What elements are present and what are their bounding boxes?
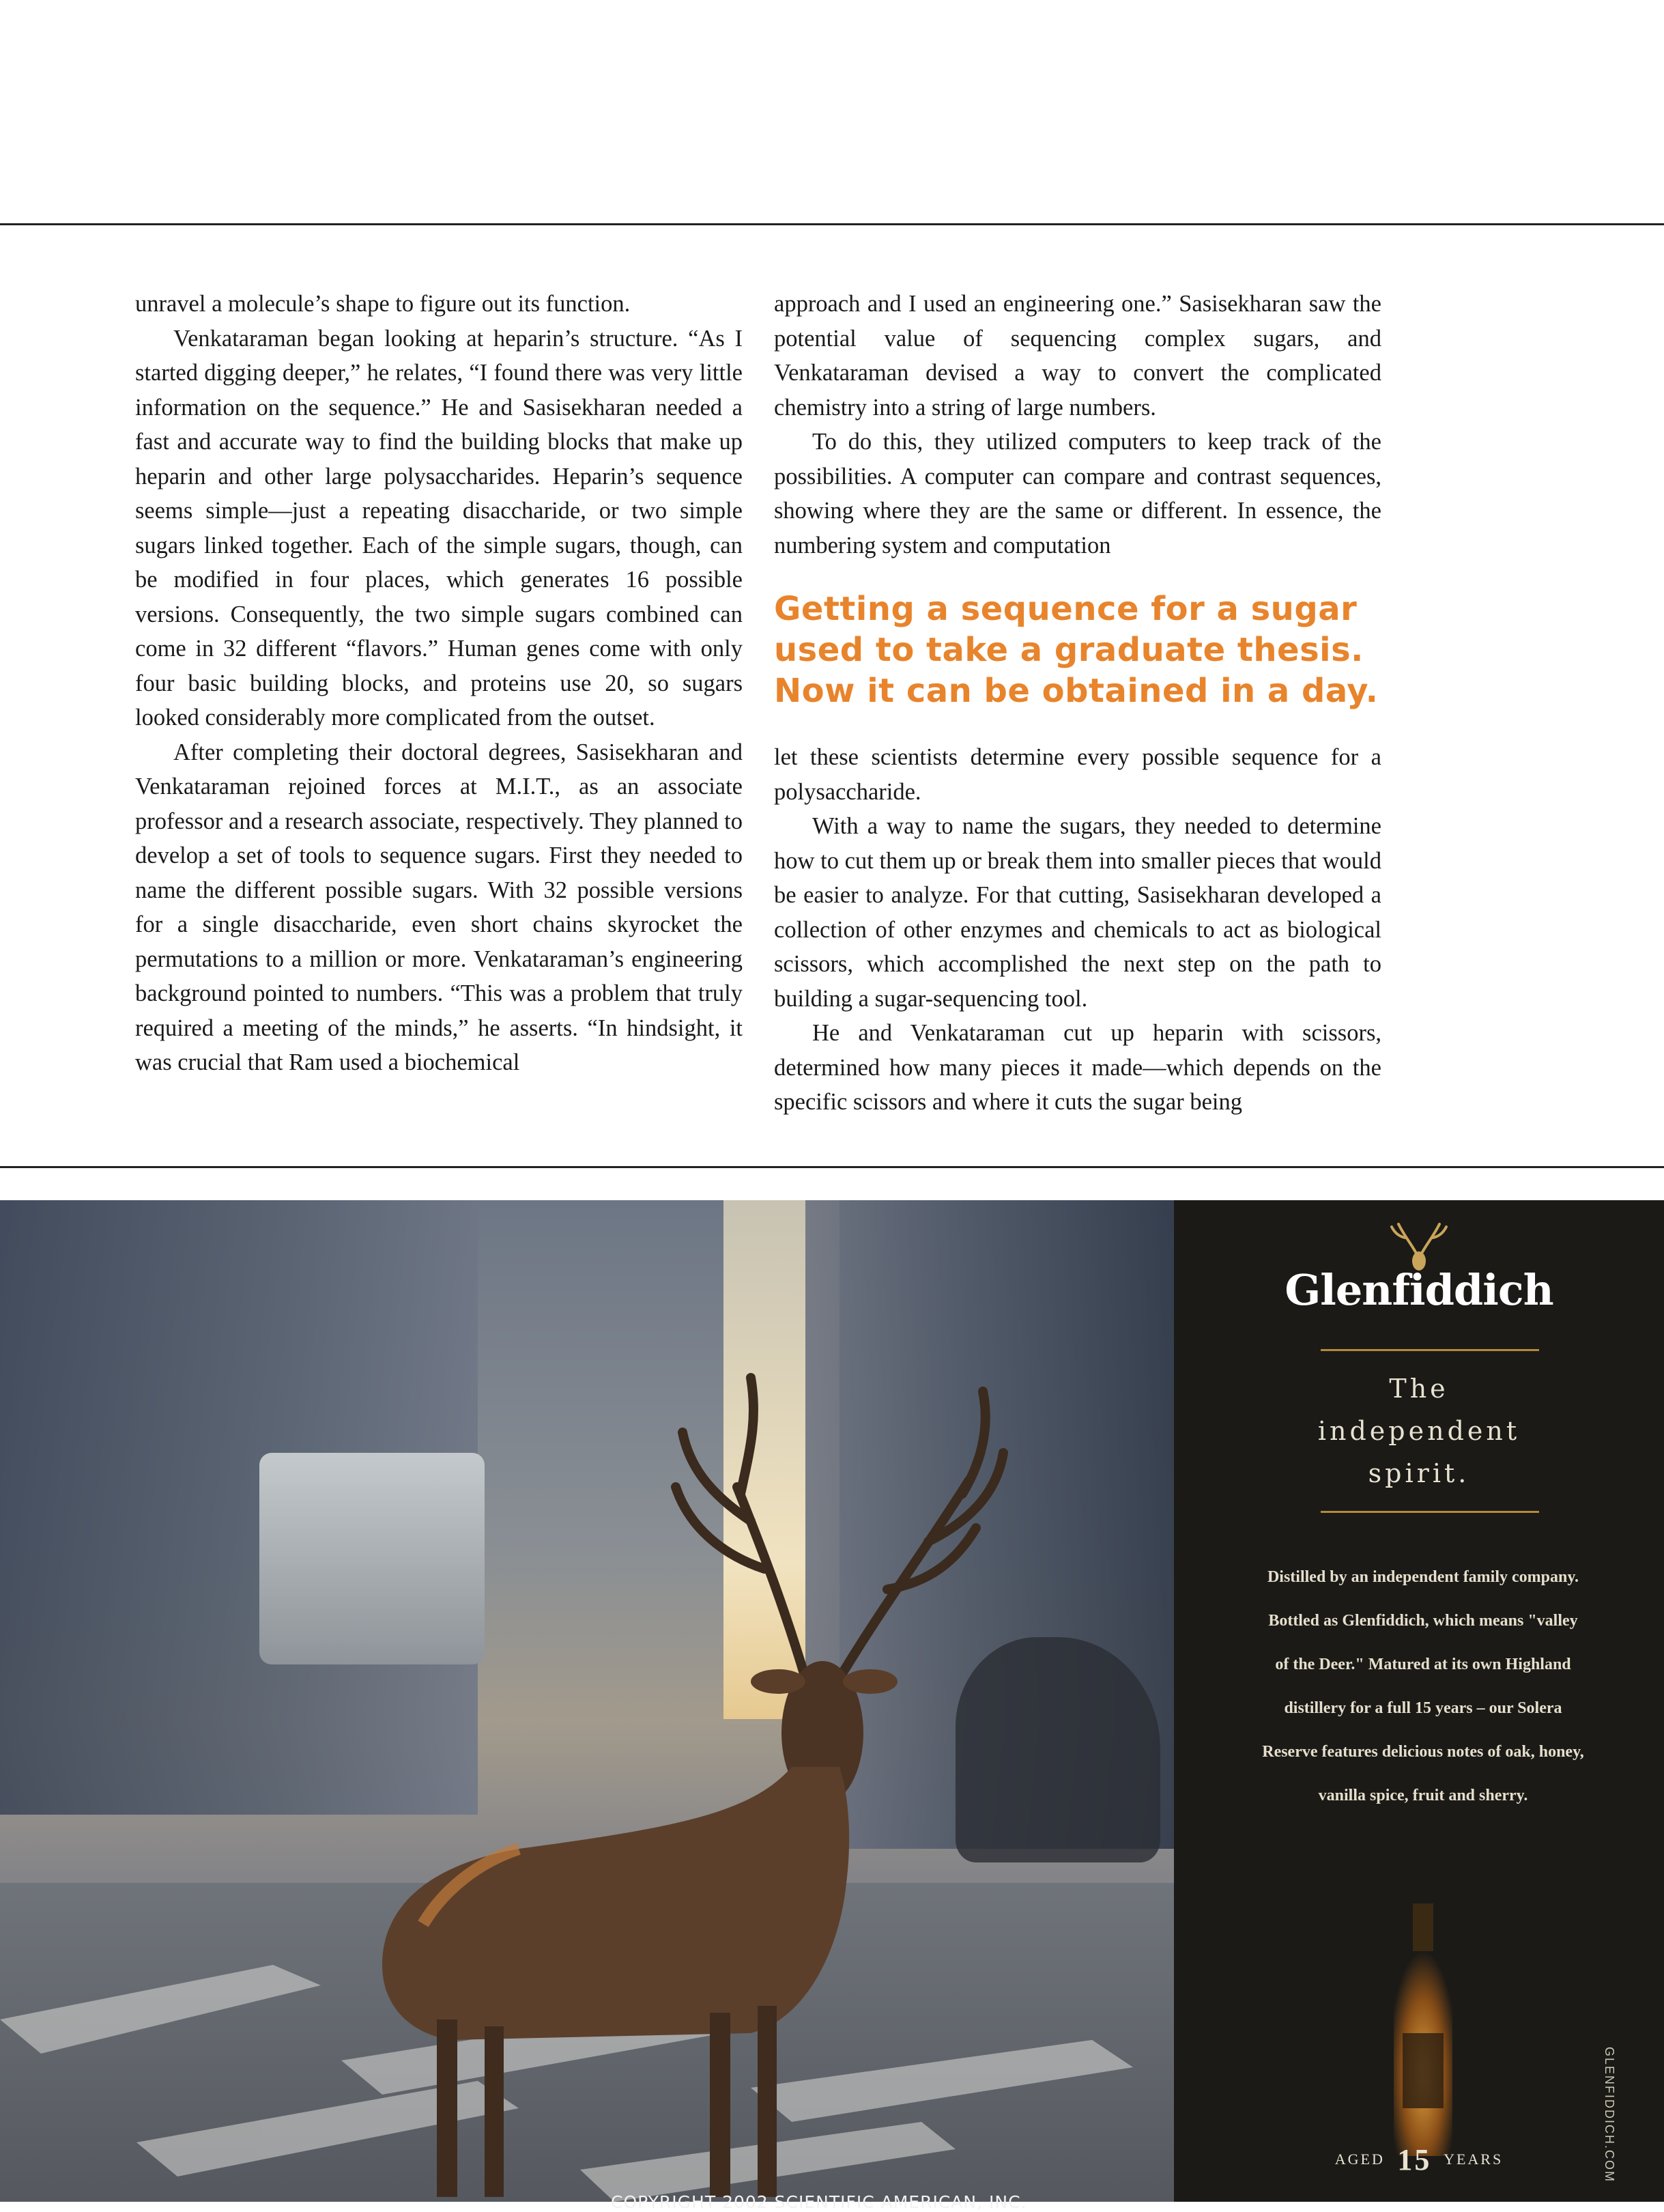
ad-body-line: Reserve features delicious notes of oak, honey, xyxy=(1262,1743,1584,1761)
paragraph: With a way to name the sugars, they needed to determine how to cut them up or break them into smaller pieces that would be easier to analyze. For that cutting, Sasisekharan developed a collection of other enzymes and chemicals to act as biological scissors, which accomplished the next step on the path to building a sugar-sequencing tool. xyxy=(774,813,1381,1012)
article-left-column xyxy=(135,287,743,1080)
paragraph: approach and I used an engineering one.” Sasisekharan saw the potential value of sequencing complex sugars, and Venkataraman devised a way to convert the complicated chemistry into a string of large numbers. xyxy=(774,291,1381,421)
glenfiddich-advertisement xyxy=(0,1200,1664,2212)
paragraph: let these scientists determine every possible sequence for a polysaccharide. xyxy=(774,744,1381,805)
stag-logo-icon xyxy=(1378,1217,1460,1272)
paragraph: unravel a molecule’s shape to figure out its function. xyxy=(135,291,631,317)
bottom-rule xyxy=(0,1166,1664,1168)
ad-body-line: distillery for a full 15 years – our Solera xyxy=(1284,1699,1562,1717)
divider-top xyxy=(1321,1349,1539,1351)
deer-illustration xyxy=(0,1200,1174,2202)
ad-photo-deer-street xyxy=(0,1200,1174,2202)
paragraph: After completing their doctoral degrees, Sasisekharan and Venkataraman rejoined forces at M.I.T., as an associate professor and a research associate, respectively. They planned to develop a set of tools to sequence sugars. First they needed to name the different possible sugars. With 32 possible versions for a single disaccharide, even short chains skyrocket the permutations to a million or more. Venkataraman’s engineering background pointed to numbers. “This was a problem that truly required a meeting of the minds,” he asserts. “In hindsight, it was crucial that Ram used a biochemical xyxy=(135,739,743,1075)
article-right-column xyxy=(774,287,1381,1120)
divider-bottom xyxy=(1321,1511,1539,1513)
aged-prefix: AGED xyxy=(1334,2151,1385,2168)
tagline-line: The xyxy=(1389,1374,1449,1404)
tagline-line: independent xyxy=(1317,1416,1521,1446)
whisky-bottle-icon xyxy=(1372,1903,1474,2163)
ad-text-panel xyxy=(1174,1200,1664,2202)
top-rule xyxy=(0,223,1664,225)
paragraph: He and Venkataraman cut up heparin with scissors, determined how many pieces it made—which depends on the specific scissors and where it cuts the sugar being xyxy=(774,1020,1381,1115)
ad-body-line: Bottled as Glenfiddich, which means "valley xyxy=(1268,1612,1578,1630)
paragraph: Venkataraman began looking at heparin’s structure. “As I started digging deeper,” he relates, “I found there was very little information on the sequence.” He and Sasisekharan needed a fast and accurate way to find the building blocks that make up heparin and other large polysaccharides. Heparin’s sequence seems simple—just a repeating disaccharide, or two simple sugars linked together. Each of the simple sugars, though, can be modified in four places, which generates 16 possible versions. Consequently, the two simple sugars combined can come in 32 different “flavors.” Human genes come with only four basic building blocks, and proteins use 20, so sugars looked considerably more complicated from the outset. xyxy=(135,325,743,731)
pull-quote: Getting a sequence for a sugar used to take a graduate thesis. Now it can be obtained in a day. xyxy=(774,590,1379,710)
aged-number: 15 xyxy=(1397,2143,1432,2176)
aged-suffix: YEARS xyxy=(1444,2151,1504,2168)
copyright-notice: COPYRIGHT 2002 SCIENTIFIC AMERICAN, INC. xyxy=(611,2192,1027,2212)
tagline-line: spirit. xyxy=(1368,1458,1470,1488)
ad-tagline xyxy=(1174,1367,1664,1494)
ad-body-line: Distilled by an independent family company. xyxy=(1267,1568,1579,1586)
ad-body-copy xyxy=(1222,1555,1624,1817)
brand-name: Glenfiddich xyxy=(1285,1265,1553,1315)
paragraph: To do this, they utilized computers to keep track of the possibilities. A computer can compare and contrast sequences, showing where they are the same or different. In essence, the numbering system and computation xyxy=(774,429,1381,558)
age-statement xyxy=(1174,2142,1664,2177)
website-url: GLENFIDDICH.COM xyxy=(1603,2047,1616,2183)
ad-body-line: of the Deer." Matured at its own Highland xyxy=(1275,1656,1571,1673)
ad-body-line: vanilla spice, fruit and sherry. xyxy=(1318,1787,1528,1804)
